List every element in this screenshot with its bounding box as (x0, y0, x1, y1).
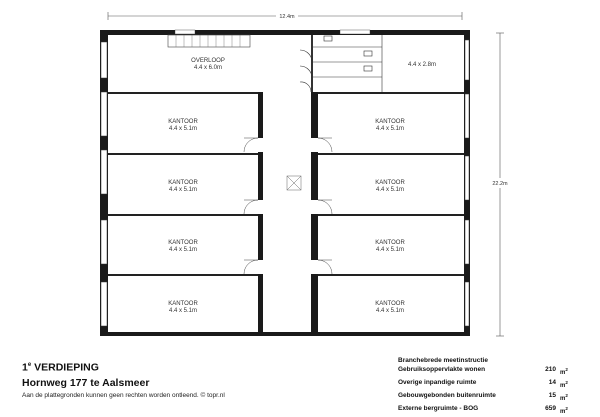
measurement-unit: $m^2$ (560, 393, 568, 402)
width-dimension-label: 12.4m (279, 14, 295, 20)
measurement-label: Overige inpandige ruimte (398, 379, 477, 386)
room-size-office: 4.4 x 5.1m (375, 308, 405, 314)
room-size-office: 4.4 x 5.1m (168, 187, 198, 193)
room-label-office: KANTOOR (375, 301, 405, 307)
measurement-value: 659 (545, 405, 556, 412)
corridor-walls (258, 35, 318, 336)
room-label-landing: OVERLOOP (191, 58, 225, 64)
measurement-row (398, 404, 576, 417)
measurement-unit: $m^2$ (560, 367, 568, 376)
width-dimension (108, 12, 462, 20)
measurement-value: 15 (548, 392, 556, 399)
measurement-row (398, 391, 576, 404)
room-size-landing: 4.4 x 6.0m (193, 65, 223, 71)
outer-walls (100, 30, 470, 336)
room-size-office: 4.4 x 5.1m (168, 126, 198, 132)
floor-title (22, 358, 225, 375)
room-size-utility: 4.4 x 2.8m (407, 62, 437, 68)
floor-number: 1 (22, 361, 28, 374)
measurement-value: 210 (545, 366, 556, 373)
staircase (168, 35, 250, 47)
floor-number-suffix: e (27, 362, 32, 368)
measurement-label: Gebouwgebonden buitenruimte (398, 392, 496, 399)
height-dimension-label: 22.2m (492, 181, 508, 187)
floor-info (22, 358, 225, 400)
measurement-unit: $m^2$ (560, 406, 568, 415)
measurement-label: Gebruiksoppervlakte wonen (398, 366, 486, 373)
measurement-unit: $m^2$ (560, 380, 568, 389)
room-size-office: 4.4 x 5.1m (375, 247, 405, 253)
measurement-row (398, 365, 576, 378)
room-label-office: KANTOOR (375, 240, 405, 246)
room-label-office: KANTOOR (168, 301, 198, 307)
measurement-table (398, 356, 576, 417)
measurement-value: 14 (548, 379, 556, 386)
floor-name: VERDIEPING (34, 361, 99, 374)
room-size-office: 4.4 x 5.1m (375, 126, 405, 132)
room-label-office: KANTOOR (375, 119, 405, 125)
address: Hornweg 177 te Aalsmeer (22, 376, 150, 389)
room-label-office: KANTOOR (168, 180, 198, 186)
disclaimer: Aan de plattegronden kunnen geen rechten worden ontleend. © topr.nl (22, 391, 225, 399)
room-size-office: 4.4 x 5.1m (375, 187, 405, 193)
room-label-office: KANTOOR (168, 119, 198, 125)
room-label-office: KANTOOR (375, 180, 405, 186)
doors (244, 138, 332, 274)
measurement-row (398, 378, 576, 391)
room-size-office: 4.4 x 5.1m (168, 308, 198, 314)
measurement-label: Externe bergruimte - BOG (398, 405, 479, 412)
corridor-marker (287, 176, 301, 190)
measurement-title: Branchebrede meetinstructie (398, 357, 488, 364)
room-label-office: KANTOOR (168, 240, 198, 246)
room-size-office: 4.4 x 5.1m (168, 247, 198, 253)
height-dimension (492, 33, 508, 336)
